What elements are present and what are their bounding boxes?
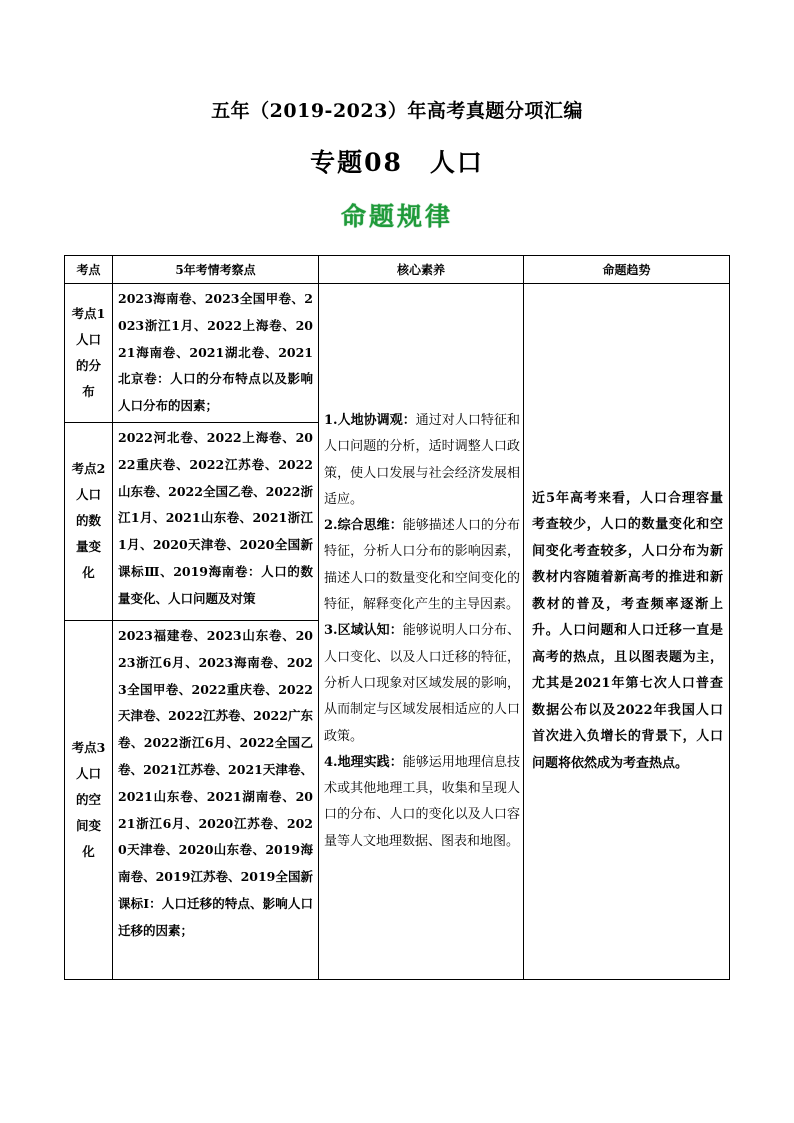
exam-point-cell: 考点1人口的分布 bbox=[65, 284, 113, 423]
exam-point-cell: 考点2人口的数量变化 bbox=[65, 422, 113, 620]
core-literacy-text: 能够描述人口的分布特征，分析人口分布的影响因素，描述人口的数量变化和空间变化的特征，解释变化产生的主导因素。 bbox=[324, 518, 520, 613]
exam-papers-cell: 2023福建卷、2023山东卷、2023浙江6月、2023海南卷、2023全国甲卷、2022重庆卷、2022天津卷、2022江苏卷、2022广东卷、2022浙江6月、2022全国乙卷、2021江苏卷、2021天津卷、2021山东卷、2021湖南卷、2021浙江6月、2020江苏卷、2020天津卷、2020山东卷、2019海南卷、2019江苏卷、2019全国新课标Ⅰ：人口迁移的特点、影响人口迁移的因素； bbox=[113, 620, 319, 979]
header-cell: 5年考情考察点 bbox=[113, 256, 319, 284]
header-cell: 命题趋势 bbox=[524, 256, 730, 284]
core-literacy-text: 能够说明人口分布、人口变化、以及人口迁移的特征，分析人口现象对区域发展的影响，从而制定与区域发展相适应的人口政策。 bbox=[324, 623, 520, 744]
core-literacy-label: 2.综合思维： bbox=[324, 518, 403, 534]
exam-point-cell: 考点3人口的空间变化 bbox=[65, 620, 113, 979]
exam-analysis-table bbox=[64, 255, 730, 980]
core-literacy-label: 4.地理实践： bbox=[324, 754, 403, 770]
exam-papers-cell: 2022河北卷、2022上海卷、2022重庆卷、2022江苏卷、2022山东卷、2022全国乙卷、2022浙江1月、2021山东卷、2021浙江1月、2020天津卷、2020全国新课标Ⅲ、2019海南卷：人口的数量变化、人口问题及对策 bbox=[113, 422, 319, 620]
core-literacy-cell bbox=[319, 284, 524, 980]
core-literacy-text: 通过对人口特征和人口问题的分析，适时调整人口政策，使人口发展与社会经济发展相适应。 bbox=[324, 412, 520, 507]
core-literacy-text: 能够运用地理信息技术或其他地理工具，收集和呈现人口的分布、人口的变化以及人口容量等人文地理数据、图表和地图。 bbox=[324, 754, 520, 849]
table-row bbox=[65, 284, 730, 423]
exam-papers-cell: 2023海南卷、2023全国甲卷、2023浙江1月、2022上海卷、2021海南卷、2021湖北卷、2021北京卷：人口的分布特点以及影响人口分布的因素； bbox=[113, 284, 319, 423]
core-literacy-item bbox=[324, 513, 520, 618]
trend-cell: 近5年高考来看，人口合理容量考查较少，人口的数量变化和空间变化考查较多，人口分布为新教材内容随着新高考的推进和新教材的普及，考查频率逐渐上升。人口问题和人口迁移一直是高考的热点，且以图表题为主，尤其是2021年第七次人口普查数据公布以及2022年我国人口首次进入负增长的背景下，人口问题将依然成为考查热点。 bbox=[524, 284, 730, 980]
core-literacy-label: 1.人地协调观： bbox=[324, 412, 416, 428]
core-literacy-item bbox=[324, 408, 520, 513]
core-literacy-label: 3.区域认知： bbox=[324, 623, 403, 639]
header-cell: 考点 bbox=[65, 256, 113, 284]
topic-title: 专题08 人口 bbox=[310, 148, 484, 177]
core-literacy-item bbox=[324, 750, 520, 855]
table-header-row bbox=[65, 256, 730, 284]
section-title: 命题规律 bbox=[340, 202, 453, 231]
document-title: 五年（2019-2023）年高考真题分项汇编 bbox=[211, 100, 583, 122]
header-cell: 核心素养 bbox=[319, 256, 524, 284]
core-literacy-item bbox=[324, 618, 520, 749]
